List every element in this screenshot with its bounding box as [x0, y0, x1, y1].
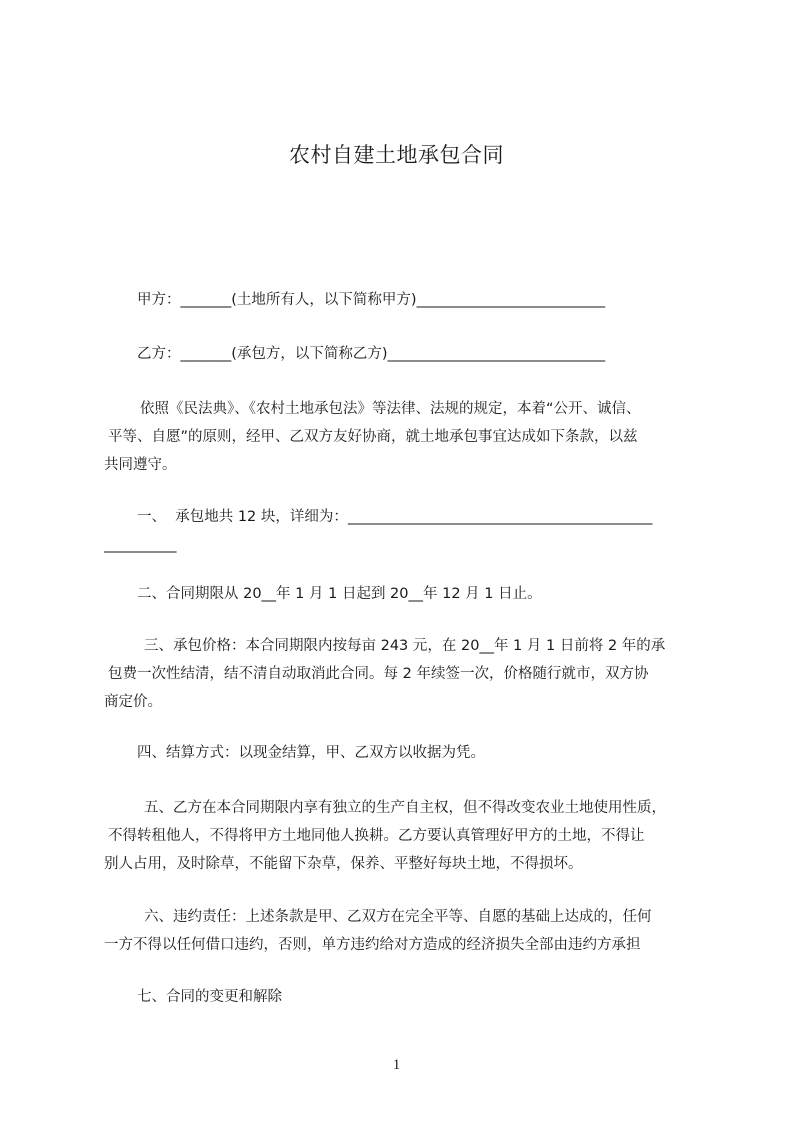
party-a-line: 甲方：_______(土地所有人，以下简称甲方)__________________________ [137, 292, 606, 308]
preamble-line-2: 平等、自愿”的原则，经甲、乙双方友好协商，就土地承包事宜达成如下条款，以兹 [108, 429, 638, 445]
clause-3-line-3: 商定价。 [104, 694, 162, 710]
clause-7-heading: 七、合同的变更和解除 [137, 989, 282, 1005]
clause-2-line: 二、合同期限从 20__年 1 月 1 日起到 20__年 12 月 1 日止。 [137, 586, 542, 602]
preamble-line-3: 共同遵守。 [104, 457, 177, 473]
clause-1-line-1: 一、 承包地共 12 块，详细为：__________________________________________ [137, 509, 653, 525]
party-b-line: 乙方：_______(承包方，以下简称乙方)______________________________ [137, 346, 606, 362]
clause-5-line-1: 五、乙方在本合同期限内享有独立的生产自主权，但不得改变农业土地使用性质， [144, 800, 666, 816]
page-number: 1 [392, 1057, 401, 1073]
clause-5-line-3: 别人占用，及时除草，不能留下杂草，保养、平整好每块土地，不得损坏。 [104, 856, 583, 872]
clause-6-line-2: 一方不得以任何借口违约，否则，单方违约给对方造成的经济损失全部由违约方承担 [104, 937, 641, 953]
clause-1-line-2: __________ [104, 537, 177, 553]
clause-3-line-1: 三、承包价格：本合同期限内按每亩 243 元，在 20__年 1 月 1 日前将 2 年的承 [144, 638, 666, 654]
clause-3-line-2: 包费一次性结清，结不清自动取消此合同。每 2 年续签一次，价格随行就市，双方协 [108, 666, 649, 682]
clause-4-line: 四、结算方式：以现金结算，甲、乙双方以收据为凭。 [137, 745, 485, 761]
document-title: 农村自建土地承包合同 [289, 143, 504, 167]
clause-6-line-1: 六、违约责任：上述条款是甲、乙双方在完全平等、自愿的基础上达成的，任何 [144, 909, 652, 925]
preamble-line-1: 依照《民法典》、《农村土地承包法》等法律、法规的规定，本着“公开、诚信、 [140, 401, 641, 417]
clause-5-line-2: 不得转租他人，不得将甲方土地同他人换耕。乙方要认真管理好甲方的土地，不得让 [108, 828, 645, 844]
